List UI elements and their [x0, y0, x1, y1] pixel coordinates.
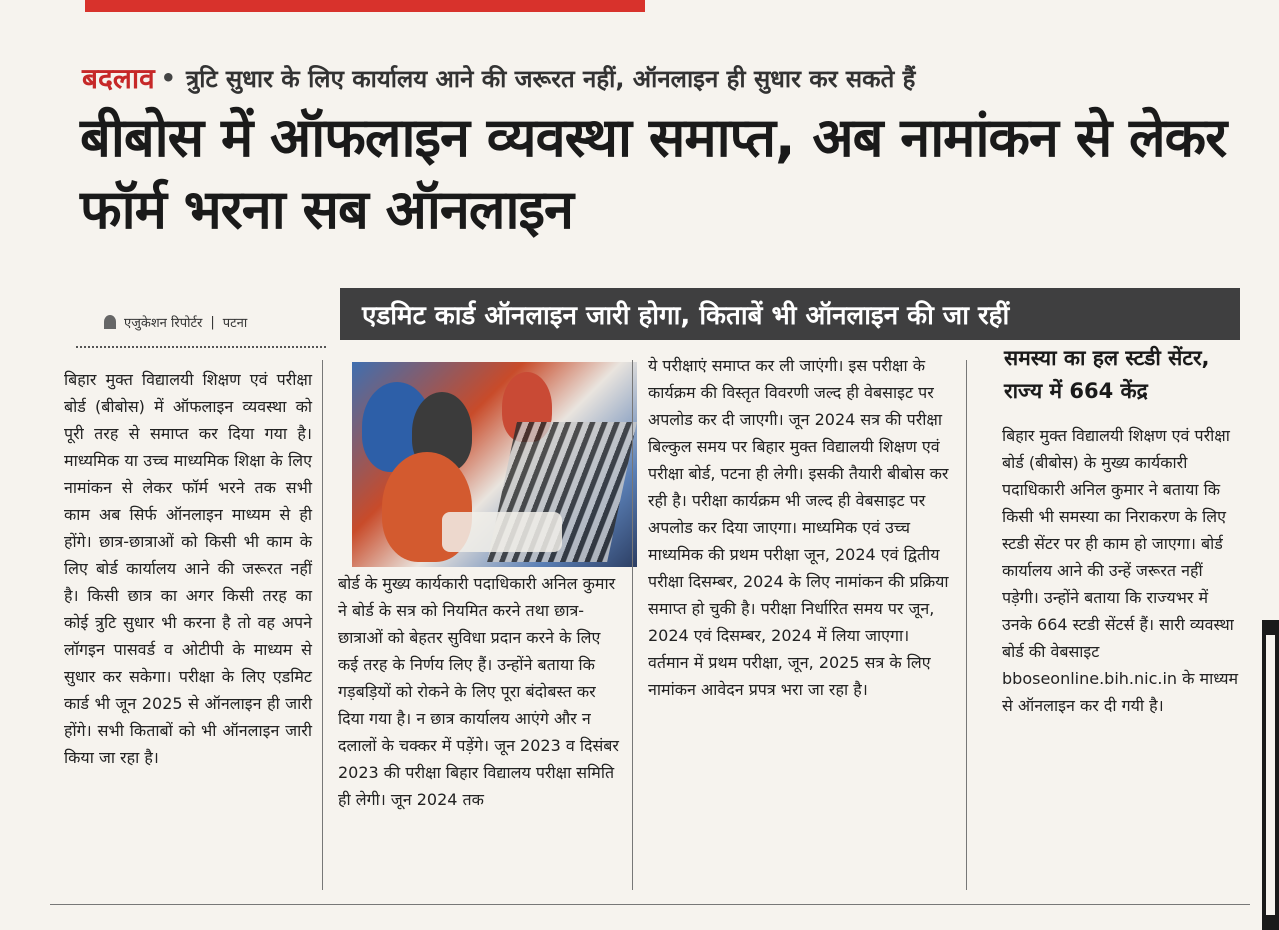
kicker-text: त्रुटि सुधार के लिए कार्यालय आने की जरूरत नहीं, ऑनलाइन ही सुधार कर सकते हैं — [186, 64, 916, 93]
column-divider-2 — [632, 360, 633, 890]
reporter-icon — [104, 315, 116, 329]
sidebar-title: समस्या का हल स्टडी सेंटर, राज्य में 664 केंद्र — [1004, 346, 1210, 403]
bottom-divider — [50, 904, 1250, 905]
subheadline-text: एडमिट कार्ड ऑनलाइन जारी होगा, किताबें भी ऑनलाइन की जा रहीं — [362, 301, 1010, 331]
subheadline-bar — [340, 288, 1240, 340]
byline-separator: | — [210, 314, 215, 330]
adjacent-article-inner — [1266, 635, 1275, 915]
column-divider-1 — [322, 360, 323, 890]
sidebar-body: बिहार मुक्त विद्यालयी शिक्षण एवं परीक्षा बोर्ड (बीबोस) के मुख्य कार्यकारी पदाधिकारी अनिल कुमार ने बताया कि किसी भी समस्या का निराकरण के लिए स्टडी सेंटर पर ही काम हो जाएगा। बोर्ड कार्यालय आने की उन्हें जरूरत नहीं पड़ेगी। उन्होंने बताया कि राज्यभर में उनके 664 स्टडी सेंटर्स हैं। सारी व्यवस्था बोर्ड की वेबसाइट bboseonline.bih.nic.in के माध्यम से ऑनलाइन कर दी गयी है। — [1002, 426, 1239, 715]
photo-desk — [442, 512, 562, 552]
students-at-computers-photo — [352, 362, 637, 567]
article-column-3: ये परीक्षाएं समाप्त कर ली जाएंगी। इस परीक्षा के कार्यक्रम की विस्तृत विवरणी जल्द ही वेबसाइट पर अपलोड कर दी जाएगी। जून 2024 सत्र की परीक्षा बिल्कुल समय पर बिहार मुक्त विद्यालयी शिक्षण एवं परीक्षा बोर्ड, पटना ही लेगी। इसकी तैयारी बीबोस कर रही है। परीक्षा कार्यक्रम भी जल्द ही वेबसाइट पर अपलोड कर दिया जाएगा। माध्यमिक एवं उच्च माध्यमिक की प्रथम परीक्षा जून, 2024 एवं द्वितीय परीक्षा दिसम्बर, 2024 के लिए नामांकन की प्रक्रिया समाप्त हो चुकी है। परीक्षा निर्धारित समय पर जून, 2024 एवं दिसम्बर, 2024 में लिया जाएगा। वर्तमान में प्रथम परीक्षा, जून, 2025 सत्र के लिए नामांकन आवेदन प्रपत्र भरा जा रहा है। — [648, 356, 949, 699]
kicker-line — [82, 58, 1252, 98]
top-red-strip — [85, 0, 645, 12]
column-divider-3 — [966, 360, 967, 890]
main-headline: बीबोस में ऑफलाइन व्यवस्था समाप्त, अब नामांकन से लेकर फॉर्म भरना सब ऑनलाइन — [80, 106, 1227, 241]
byline-city: पटना — [222, 316, 248, 331]
article-column-1: बिहार मुक्त विद्यालयी शिक्षण एवं परीक्षा बोर्ड (बीबोस) में ऑफलाइन व्यवस्था को पूरी तरह से समाप्त कर दिया गया है। माध्यमिक या उच्च माध्यमिक शिक्षा के लिए नामांकन से लेकर फॉर्म भरने तक सभी काम अब सिर्फ ऑनलाइन माध्यम से ही होंगे। छात्र-छात्राओं को किसी भी काम के लिए बोर्ड कार्यालय आने की जरूरत नहीं है। किसी छात्र का अगर किसी तरह का कोई त्रुटि सुधार भी करना है तो वह अपने लॉगइन पासवर्ड व ओटीपी के माध्यम से सुधार कर सकेगा। परीक्षा के लिए एडमिट कार्ड भी जून 2025 से ऑनलाइन ही जारी होंगे। सभी किताबों को भी ऑनलाइन जारी किया जा रहा है। — [64, 370, 312, 767]
article-column-2: बोर्ड के मुख्य कार्यकारी पदाधिकारी अनिल कुमार ने बोर्ड के सत्र को नियमित करने तथा छात्र-छात्राओं को बेहतर सुविधा प्रदान करने के लिए कई तरह के निर्णय लिए हैं। उन्होंने बताया कि गड़बड़ियों को रोकने के लिए पूरा बंदोबस्त कर दिया गया है। न छात्र कार्यालय आएंगे और न दलालों के चक्कर में पड़ेंगे। जून 2023 व दिसंबर 2023 की परीक्षा बिहार विद्यालय परीक्षा समिति ही लेगी। जून 2024 तक — [338, 574, 619, 809]
byline-divider — [76, 346, 326, 348]
byline-reporter: एजुकेशन रिपोर्टर — [124, 316, 203, 331]
kicker-label: बदलाव — [82, 62, 155, 95]
kicker-bullet: • — [160, 64, 177, 92]
byline — [104, 313, 334, 331]
